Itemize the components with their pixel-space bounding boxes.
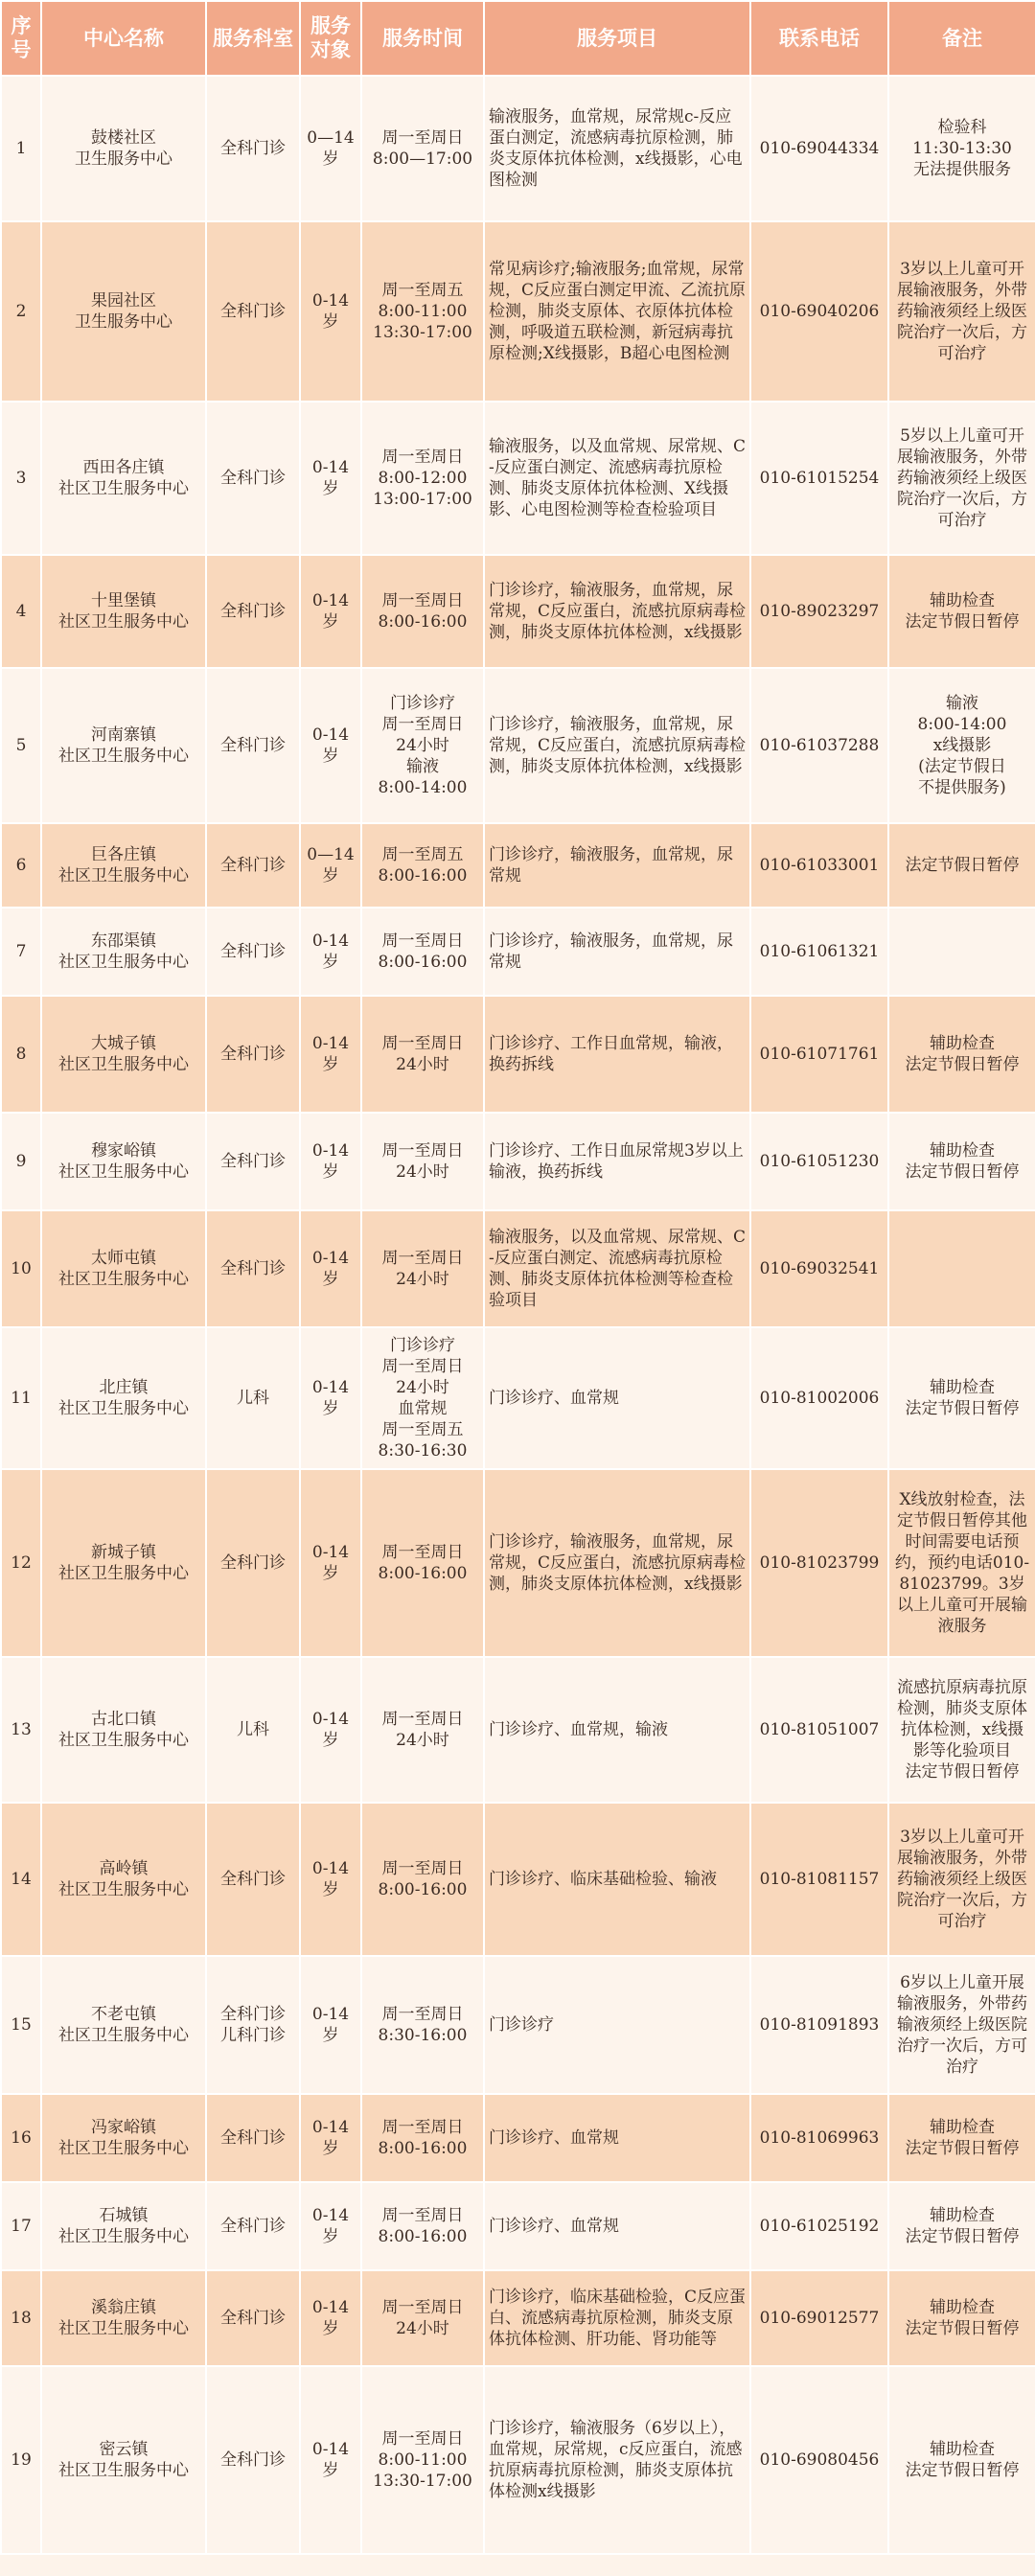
table-row — [1, 2366, 1035, 2554]
table-row — [1, 76, 1035, 221]
cell-remark: 辅助检查 法定节假日暂停 — [888, 996, 1035, 1113]
cell-remark: 辅助检查 法定节假日暂停 — [888, 2270, 1035, 2366]
cell-name: 石城镇 社区卫生服务中心 — [41, 2182, 206, 2270]
cell-dept: 全科门诊 儿科门诊 — [206, 1956, 300, 2094]
cell-name: 冯家峪镇 社区卫生服务中心 — [41, 2094, 206, 2182]
cell-phone: 010-69012577 — [750, 2270, 888, 2366]
cell-no: 15 — [1, 1956, 41, 2094]
cell-items: 门诊诊疗，输液服务（6岁以上），血常规，尿常规，c反应蛋白，流感抗原病毒抗原检测，肺炎支原体抗体检测x线摄影 — [484, 2366, 750, 2554]
cell-time: 周一至周日 8:00—17:00 — [361, 76, 484, 221]
table-row — [1, 908, 1035, 996]
cell-items: 门诊诊疗、工作日血常规，输液，换药拆线 — [484, 996, 750, 1113]
header-target: 服务对象 — [300, 1, 361, 76]
table-row — [1, 1210, 1035, 1327]
cell-dept: 全科门诊 — [206, 908, 300, 996]
cell-no: 11 — [1, 1327, 41, 1469]
cell-target: 0-14岁 — [300, 1657, 361, 1803]
cell-no: 5 — [1, 668, 41, 823]
cell-remark: 辅助检查 法定节假日暂停 — [888, 2366, 1035, 2554]
cell-phone: 010-89023297 — [750, 555, 888, 668]
cell-name: 东邵渠镇 社区卫生服务中心 — [41, 908, 206, 996]
cell-no: 7 — [1, 908, 41, 996]
header-name: 中心名称 — [41, 1, 206, 76]
cell-remark — [888, 1210, 1035, 1327]
cell-time: 周一至周日 24小时 — [361, 1657, 484, 1803]
cell-items: 门诊诊疗、血常规 — [484, 2094, 750, 2182]
cell-dept: 全科门诊 — [206, 402, 300, 555]
cell-dept: 全科门诊 — [206, 1210, 300, 1327]
cell-name: 溪翁庄镇 社区卫生服务中心 — [41, 2270, 206, 2366]
cell-time: 周一至周日 8:00-12:00 13:00-17:00 — [361, 402, 484, 555]
cell-no: 3 — [1, 402, 41, 555]
cell-remark: 5岁以上儿童可开展输液服务，外带药输液须经上级医院治疗一次后，方可治疗 — [888, 402, 1035, 555]
cell-dept: 全科门诊 — [206, 2182, 300, 2270]
cell-name: 鼓楼社区 卫生服务中心 — [41, 76, 206, 221]
cell-name: 不老屯镇 社区卫生服务中心 — [41, 1956, 206, 2094]
cell-phone: 010-81051007 — [750, 1657, 888, 1803]
cell-target: 0-14岁 — [300, 2270, 361, 2366]
cell-no: 19 — [1, 2366, 41, 2554]
cell-phone: 010-81081157 — [750, 1803, 888, 1956]
cell-target: 0-14岁 — [300, 2182, 361, 2270]
cell-target: 0—14岁 — [300, 823, 361, 908]
cell-items: 门诊诊疗 — [484, 1956, 750, 2094]
cell-name: 巨各庄镇 社区卫生服务中心 — [41, 823, 206, 908]
cell-name: 果园社区 卫生服务中心 — [41, 221, 206, 402]
cell-name: 密云镇 社区卫生服务中心 — [41, 2366, 206, 2554]
cell-target: 0-14岁 — [300, 1210, 361, 1327]
cell-name: 西田各庄镇 社区卫生服务中心 — [41, 402, 206, 555]
cell-target: 0-14岁 — [300, 2366, 361, 2554]
cell-items: 门诊诊疗，临床基础检验，C反应蛋白、流感病毒抗原检测，肺炎支原体抗体检测、肝功能、肾功能等 — [484, 2270, 750, 2366]
cell-name: 新城子镇 社区卫生服务中心 — [41, 1469, 206, 1657]
cell-target: 0—14岁 — [300, 76, 361, 221]
table-row — [1, 823, 1035, 908]
header-items: 服务项目 — [484, 1, 750, 76]
cell-dept: 儿科 — [206, 1657, 300, 1803]
table-row — [1, 555, 1035, 668]
header-phone: 联系电话 — [750, 1, 888, 76]
cell-phone: 010-69044334 — [750, 76, 888, 221]
cell-phone: 010-61025192 — [750, 2182, 888, 2270]
cell-name: 河南寨镇 社区卫生服务中心 — [41, 668, 206, 823]
cell-time: 周一至周日 8:00-16:00 — [361, 908, 484, 996]
cell-dept: 全科门诊 — [206, 2094, 300, 2182]
cell-phone: 010-61071761 — [750, 996, 888, 1113]
cell-target: 0-14岁 — [300, 1327, 361, 1469]
table-row — [1, 1803, 1035, 1956]
cell-no: 6 — [1, 823, 41, 908]
cell-items: 输液服务，以及血常规、尿常规、C-反应蛋白测定、流感病毒抗原检测、肺炎支原体抗体检测等检查检验项目 — [484, 1210, 750, 1327]
cell-name: 古北口镇 社区卫生服务中心 — [41, 1657, 206, 1803]
table-row — [1, 221, 1035, 402]
cell-remark: 流感抗原病毒抗原检测，肺炎支原体抗体检测，x线摄影等化验项目 法定节假日暂停 — [888, 1657, 1035, 1803]
header-row — [1, 1, 1035, 76]
cell-name: 十里堡镇 社区卫生服务中心 — [41, 555, 206, 668]
cell-remark: 3岁以上儿童可开展输液服务，外带药输液须经上级医院治疗一次后，方可治疗 — [888, 1803, 1035, 1956]
cell-dept: 全科门诊 — [206, 76, 300, 221]
header-time: 服务时间 — [361, 1, 484, 76]
cell-time: 周一至周五 8:00-16:00 — [361, 823, 484, 908]
cell-target: 0-14岁 — [300, 555, 361, 668]
cell-phone: 010-81091893 — [750, 1956, 888, 2094]
cell-no: 10 — [1, 1210, 41, 1327]
header-no: 序号 — [1, 1, 41, 76]
cell-name: 高岭镇 社区卫生服务中心 — [41, 1803, 206, 1956]
header-dept: 服务科室 — [206, 1, 300, 76]
cell-no: 17 — [1, 2182, 41, 2270]
cell-target: 0-14岁 — [300, 1803, 361, 1956]
cell-name: 穆家峪镇 社区卫生服务中心 — [41, 1113, 206, 1210]
cell-phone: 010-69032541 — [750, 1210, 888, 1327]
cell-target: 0-14岁 — [300, 908, 361, 996]
cell-items: 门诊诊疗、血常规 — [484, 1327, 750, 1469]
cell-no: 2 — [1, 221, 41, 402]
cell-remark: 辅助检查 法定节假日暂停 — [888, 1113, 1035, 1210]
cell-phone: 010-61051230 — [750, 1113, 888, 1210]
cell-phone: 010-61015254 — [750, 402, 888, 555]
cell-phone: 010-61061321 — [750, 908, 888, 996]
cell-time: 周一至周日 8:00-16:00 — [361, 2094, 484, 2182]
cell-name: 北庄镇 社区卫生服务中心 — [41, 1327, 206, 1469]
cell-time: 周一至周日 8:00-16:00 — [361, 1803, 484, 1956]
cell-time: 周一至周日 8:30-16:00 — [361, 1956, 484, 2094]
cell-phone: 010-81002006 — [750, 1327, 888, 1469]
cell-no: 13 — [1, 1657, 41, 1803]
cell-dept: 全科门诊 — [206, 221, 300, 402]
cell-phone: 010-61033001 — [750, 823, 888, 908]
table-row — [1, 2270, 1035, 2366]
cell-items: 门诊诊疗、血常规 — [484, 2182, 750, 2270]
cell-remark — [888, 908, 1035, 996]
cell-dept: 全科门诊 — [206, 996, 300, 1113]
table-row — [1, 1657, 1035, 1803]
cell-name: 太师屯镇 社区卫生服务中心 — [41, 1210, 206, 1327]
table-row — [1, 1469, 1035, 1657]
cell-remark: X线放射检查，法定节假日暂停其他时间需要电话预约，预约电话010-81023799。3岁以上儿童可开展输液服务 — [888, 1469, 1035, 1657]
cell-name: 大城子镇 社区卫生服务中心 — [41, 996, 206, 1113]
cell-no: 14 — [1, 1803, 41, 1956]
cell-time: 周一至周日 24小时 — [361, 1113, 484, 1210]
cell-items: 门诊诊疗，输液服务，血常规，尿常规，C反应蛋白，流感抗原病毒检测，肺炎支原体抗体检测，x线摄影 — [484, 668, 750, 823]
cell-dept: 全科门诊 — [206, 2366, 300, 2554]
cell-target: 0-14岁 — [300, 2094, 361, 2182]
cell-no: 8 — [1, 996, 41, 1113]
table-row — [1, 2182, 1035, 2270]
table-row — [1, 402, 1035, 555]
cell-items: 门诊诊疗，输液服务，血常规，尿常规 — [484, 823, 750, 908]
cell-no: 18 — [1, 2270, 41, 2366]
cell-items: 输液服务，以及血常规、尿常规、C-反应蛋白测定、流感病毒抗原检测、肺炎支原体抗体检测、X线摄影、心电图检测等检查检验项目 — [484, 402, 750, 555]
cell-phone: 010-81023799 — [750, 1469, 888, 1657]
cell-time: 周一至周日 8:00-11:00 13:30-17:00 — [361, 2366, 484, 2554]
cell-target: 0-14岁 — [300, 1469, 361, 1657]
table-row — [1, 1113, 1035, 1210]
header-remark: 备注 — [888, 1, 1035, 76]
cell-dept: 全科门诊 — [206, 555, 300, 668]
cell-remark: 输液 8:00-14:00 x线摄影 (法定节假日 不提供服务) — [888, 668, 1035, 823]
cell-remark: 辅助检查 法定节假日暂停 — [888, 1327, 1035, 1469]
cell-items: 门诊诊疗，输液服务，血常规，尿常规 — [484, 908, 750, 996]
cell-dept: 全科门诊 — [206, 823, 300, 908]
cell-no: 1 — [1, 76, 41, 221]
cell-items: 门诊诊疗、工作日血尿常规3岁以上输液，换药拆线 — [484, 1113, 750, 1210]
cell-phone: 010-69080456 — [750, 2366, 888, 2554]
cell-time: 周一至周日 24小时 — [361, 996, 484, 1113]
cell-dept: 全科门诊 — [206, 1113, 300, 1210]
table-row — [1, 1956, 1035, 2094]
table-row — [1, 996, 1035, 1113]
cell-remark: 6岁以上儿童开展输液服务，外带药输液须经上级医院治疗一次后，方可治疗 — [888, 1956, 1035, 2094]
cell-remark: 3岁以上儿童可开展输液服务，外带药输液须经上级医院治疗一次后，方可治疗 — [888, 221, 1035, 402]
cell-time: 周一至周日 24小时 — [361, 2270, 484, 2366]
table-row — [1, 668, 1035, 823]
cell-target: 0-14岁 — [300, 402, 361, 555]
cell-no: 4 — [1, 555, 41, 668]
cell-time: 门诊诊疗 周一至周日 24小时 血常规 周一至周五 8:30-16:30 — [361, 1327, 484, 1469]
cell-no: 12 — [1, 1469, 41, 1657]
cell-target: 0-14岁 — [300, 668, 361, 823]
table-body — [1, 76, 1035, 2554]
cell-time: 周一至周五 8:00-11:00 13:30-17:00 — [361, 221, 484, 402]
cell-target: 0-14岁 — [300, 996, 361, 1113]
cell-items: 门诊诊疗，输液服务，血常规，尿常规，C反应蛋白，流感抗原病毒检测，肺炎支原体抗体检测，x线摄影 — [484, 1469, 750, 1657]
cell-dept: 全科门诊 — [206, 1469, 300, 1657]
cell-time: 门诊诊疗 周一至周日 24小时 输液 8:00-14:00 — [361, 668, 484, 823]
cell-dept: 全科门诊 — [206, 1803, 300, 1956]
cell-time: 周一至周日 24小时 — [361, 1210, 484, 1327]
cell-items: 门诊诊疗、血常规，输液 — [484, 1657, 750, 1803]
cell-target: 0-14岁 — [300, 1956, 361, 2094]
cell-items: 输液服务，血常规，尿常规c-反应蛋白测定，流感病毒抗原检测，肺炎支原体抗体检测，x线摄影，心电图检测 — [484, 76, 750, 221]
cell-dept: 儿科 — [206, 1327, 300, 1469]
cell-remark: 检验科 11:30-13:30 无法提供服务 — [888, 76, 1035, 221]
cell-time: 周一至周日 8:00-16:00 — [361, 1469, 484, 1657]
cell-phone: 010-81069963 — [750, 2094, 888, 2182]
table-row — [1, 2094, 1035, 2182]
cell-remark: 辅助检查 法定节假日暂停 — [888, 2182, 1035, 2270]
cell-no: 16 — [1, 2094, 41, 2182]
cell-items: 门诊诊疗、临床基础检验、输液 — [484, 1803, 750, 1956]
cell-phone: 010-61037288 — [750, 668, 888, 823]
cell-dept: 全科门诊 — [206, 668, 300, 823]
cell-items: 门诊诊疗，输液服务，血常规，尿常规，C反应蛋白，流感抗原病毒检测，肺炎支原体抗体检测，x线摄影 — [484, 555, 750, 668]
cell-no: 9 — [1, 1113, 41, 1210]
cell-target: 0-14岁 — [300, 221, 361, 402]
cell-items: 常见病诊疗;输液服务;血常规，尿常规，C反应蛋白测定甲流、乙流抗原检测，肺炎支原体、衣原体抗体检测，呼吸道五联检测，新冠病毒抗原检测;X线摄影，B超心电图检测 — [484, 221, 750, 402]
cell-time: 周一至周日 8:00-16:00 — [361, 2182, 484, 2270]
cell-remark: 辅助检查 法定节假日暂停 — [888, 555, 1035, 668]
cell-phone: 010-69040206 — [750, 221, 888, 402]
cell-target: 0-14岁 — [300, 1113, 361, 1210]
cell-remark: 辅助检查 法定节假日暂停 — [888, 2094, 1035, 2182]
cell-dept: 全科门诊 — [206, 2270, 300, 2366]
table-row — [1, 1327, 1035, 1469]
cell-time: 周一至周日 8:00-16:00 — [361, 555, 484, 668]
cell-remark: 法定节假日暂停 — [888, 823, 1035, 908]
